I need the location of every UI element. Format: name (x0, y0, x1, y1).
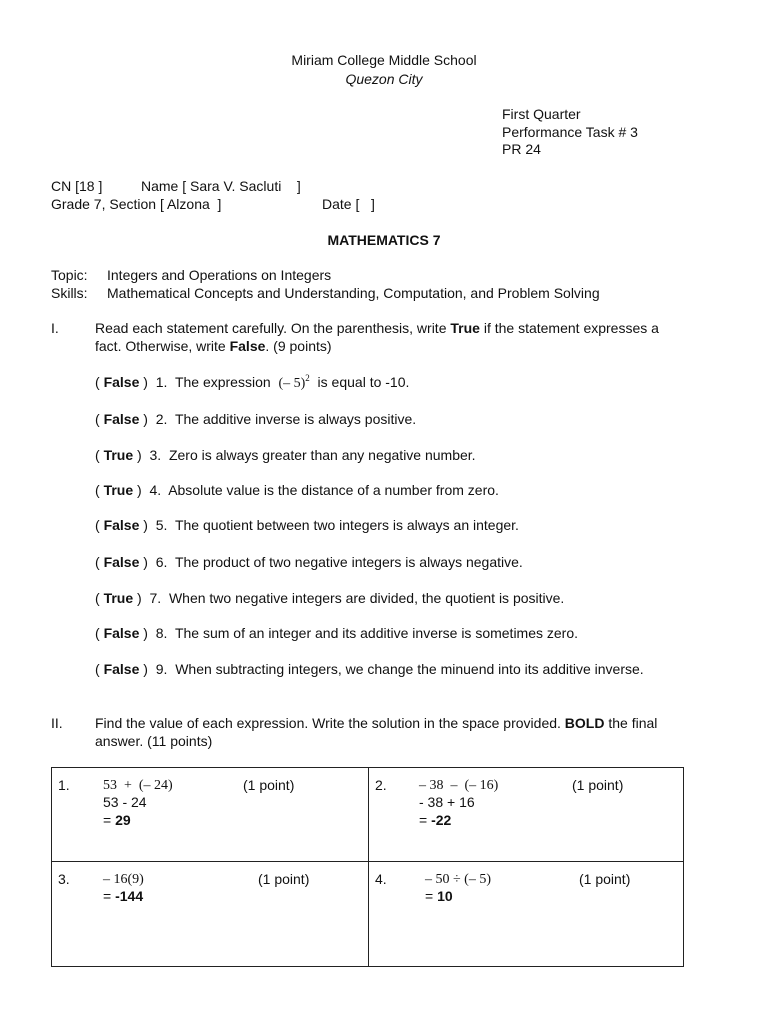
tf-number: 7. (149, 590, 162, 606)
cell-points: (1 point) (258, 871, 310, 887)
tf-item-9: ( False ) 9. When subtracting integers, we change the minuend into its additive inverse. (95, 661, 644, 677)
tf-answer: False (103, 374, 140, 390)
tf-answer: False (103, 625, 140, 641)
cell-answer-line (103, 888, 143, 905)
date-field: Date [ ] (322, 196, 375, 212)
tf-text: is equal to -10. (317, 374, 410, 390)
tf-text: The product of two negative integers is always negative. (174, 554, 523, 570)
expression-base: (– 5) (278, 376, 306, 391)
part1-instructions-line2 (95, 338, 332, 355)
part2-instructions-line2: answer. (11 points) (95, 733, 213, 749)
cell-answer: -144 (115, 888, 144, 904)
cell-step: 53 - 24 (103, 794, 147, 810)
name-field: Name [ Sara V. Sacluti ] (141, 178, 301, 194)
tf-item-7: ( True ) 7. When two negative integers are divided, the quotient is positive. (95, 590, 565, 606)
tf-number: 9. (155, 661, 168, 677)
part2-numeral: II. (51, 715, 63, 731)
tf-text: Absolute value is the distance of a number from zero. (168, 482, 499, 498)
cn-field: CN [18 ] (51, 178, 103, 194)
tf-number: 5. (155, 517, 168, 533)
answer-cell-1 (52, 768, 368, 861)
tf-number: 1. (155, 374, 168, 390)
cell-number: 2. (375, 777, 387, 793)
tf-item-5: ( False ) 5. The quotient between two integers is always an integer. (95, 517, 519, 533)
tf-item-6: ( False ) 6. The product of two negative integers is always negative. (95, 554, 523, 570)
cell-number: 3. (58, 871, 70, 887)
part1-numeral: I. (51, 320, 59, 336)
quarter-label: First Quarter (502, 106, 581, 122)
cell-expression: – 38 – (– 16) (419, 778, 499, 793)
part2-instructions-line1 (95, 715, 657, 732)
tf-answer: False (103, 517, 140, 533)
tf-answer: False (103, 411, 140, 427)
cell-points: (1 point) (572, 777, 624, 793)
cell-number: 4. (375, 871, 387, 887)
tf-answer: True (103, 482, 134, 498)
task-label: Performance Task # 3 (502, 124, 638, 140)
cell-answer-line (419, 812, 451, 829)
tf-item-3: ( True ) 3. Zero is always greater than any negative number. (95, 447, 476, 463)
tf-text: The additive inverse is always positive. (174, 411, 417, 427)
tf-number: 2. (155, 411, 168, 427)
tf-expression (278, 373, 310, 391)
equals-sign: = (103, 812, 116, 828)
tf-item-8: ( False ) 8. The sum of an integer and its additive inverse is sometimes zero. (95, 625, 579, 641)
tf-number: 8. (155, 625, 168, 641)
instr-text: the final (604, 715, 658, 731)
instr-false: False (229, 338, 266, 354)
cell-points: (1 point) (243, 777, 295, 793)
tf-answer: False (103, 661, 140, 677)
tf-text: When two negative integers are divided, the quotient is positive. (168, 590, 565, 606)
topic-value: Integers and Operations on Integers (107, 267, 332, 283)
part1-instructions-line1 (95, 320, 723, 337)
instr-text: . (9 points) (265, 338, 332, 354)
cell-points: (1 point) (579, 871, 631, 887)
equals-sign: = (425, 888, 438, 904)
tf-number: 4. (149, 482, 162, 498)
skills-label: Skills: (51, 285, 88, 301)
instr-text: fact. Otherwise, write (95, 338, 230, 354)
tf-answer: True (103, 447, 134, 463)
tf-text: Zero is always greater than any negative number. (168, 447, 476, 463)
expression-exponent: 2 (305, 373, 310, 383)
cell-answer: -22 (431, 812, 452, 828)
tf-text: When subtracting integers, we change the minuend into its additive inverse. (175, 661, 644, 677)
skills-value: Mathematical Concepts and Understanding, Computation, and Problem Solving (107, 285, 600, 301)
instr-true: True (450, 320, 480, 336)
instr-text: if the statement expresses a (479, 320, 659, 336)
cell-answer-line (425, 888, 453, 905)
tf-answer: False (103, 554, 140, 570)
tf-item-4: ( True ) 4. Absolute value is the distance of a number from zero. (95, 482, 499, 498)
cell-answer-line (103, 812, 131, 829)
pr-label: PR 24 (502, 141, 541, 157)
answer-cell-4 (369, 862, 685, 955)
instr-bold: BOLD (564, 715, 605, 731)
topic-label: Topic: (51, 267, 88, 283)
answer-cell-3 (52, 862, 368, 955)
school-name: Miriam College Middle School (291, 52, 477, 68)
tf-item-1: ( False ) 1. The expression (– 5)$^2$ is equal to -10. (95, 373, 410, 391)
equals-sign: = (419, 812, 432, 828)
cell-expression: – 50 ÷ (– 5) (425, 872, 492, 887)
cell-number: 1. (58, 777, 70, 793)
instr-text: Read each statement carefully. On the parenthesis, write (95, 320, 451, 336)
cell-expression: 53 + (– 24) (103, 778, 173, 793)
instr-text: Find the value of each expression. Write the solution in the space provided. (95, 715, 565, 731)
tf-text: The quotient between two integers is always an integer. (174, 517, 519, 533)
cell-step: - 38 + 16 (419, 794, 475, 810)
cell-answer: 10 (437, 888, 453, 904)
cell-answer: 29 (115, 812, 131, 828)
tf-text: The sum of an integer and its additive inverse is sometimes zero. (174, 625, 579, 641)
tf-number: 3. (149, 447, 162, 463)
tf-number: 6. (155, 554, 168, 570)
tf-answer: True (103, 590, 134, 606)
cell-expression: – 16(9) (103, 872, 144, 887)
tf-item-2: ( False ) 2. The additive inverse is always positive. (95, 411, 417, 427)
school-city: Quezon City (345, 71, 423, 87)
tf-text: The expression (174, 374, 271, 390)
subject-title: MATHEMATICS 7 (327, 232, 441, 248)
equals-sign: = (103, 888, 116, 904)
grade-section-field: Grade 7, Section [ Alzona ] (51, 196, 222, 212)
answer-grid (51, 767, 684, 967)
answer-cell-2 (369, 768, 685, 861)
